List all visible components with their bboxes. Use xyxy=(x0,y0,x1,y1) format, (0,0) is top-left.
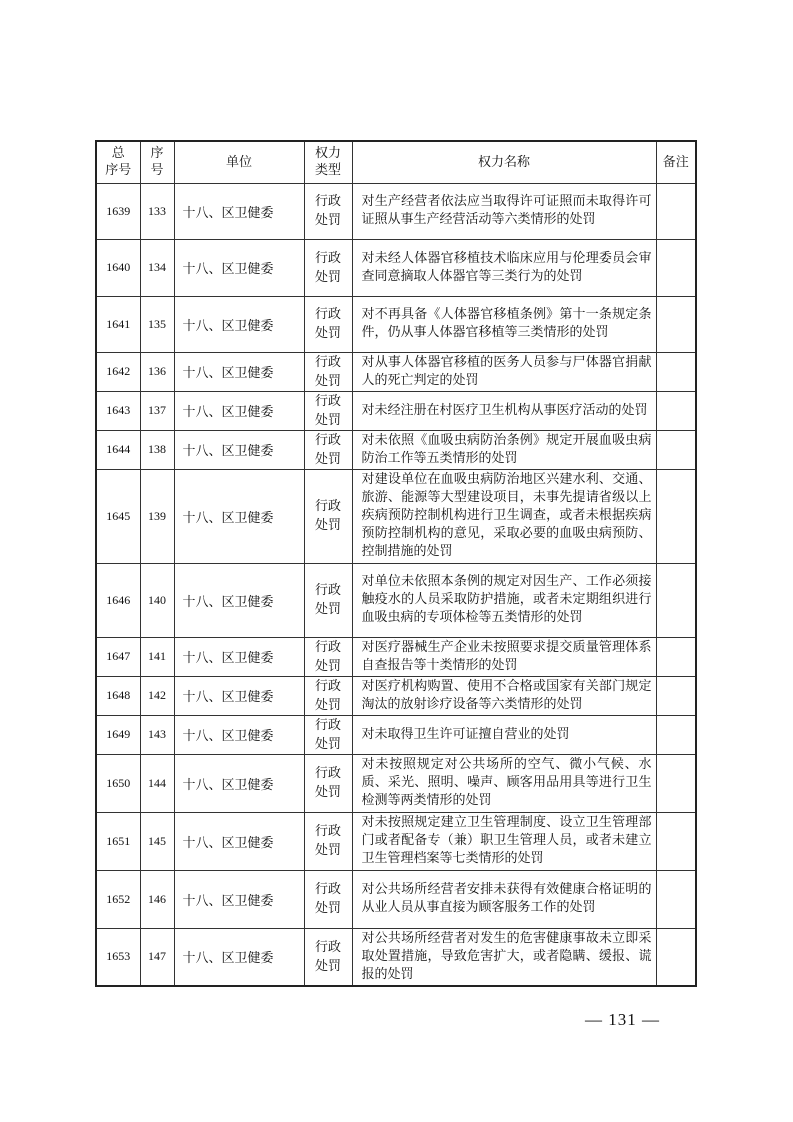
cell-seq-no: 139 xyxy=(140,469,174,563)
cell-seq-no: 134 xyxy=(140,239,174,296)
cell-total-no: 1639 xyxy=(96,183,140,239)
cell-remarks xyxy=(656,469,696,563)
cell-seq-no: 144 xyxy=(140,754,174,812)
cell-unit: 十八、区卫健委 xyxy=(174,812,304,870)
header-unit: 单位 xyxy=(174,141,304,183)
header-remarks: 备注 xyxy=(656,141,696,183)
header-power-name: 权力名称 xyxy=(352,141,656,183)
cell-power-type: 行政 处罚 xyxy=(304,296,352,352)
cell-seq-no: 147 xyxy=(140,928,174,986)
cell-power-name: 对未取得卫生许可证擅自营业的处罚 xyxy=(352,715,656,754)
cell-seq-no: 140 xyxy=(140,563,174,637)
header-power-type: 权力 类型 xyxy=(304,141,352,183)
cell-seq-no: 141 xyxy=(140,637,174,676)
cell-power-name: 对生产经营者依法应当取得许可证照而未取得许可证照从事生产经营活动等六类情形的处罚 xyxy=(352,183,656,239)
cell-remarks xyxy=(656,715,696,754)
cell-total-no: 1651 xyxy=(96,812,140,870)
power-list-table xyxy=(95,140,697,987)
cell-remarks xyxy=(656,637,696,676)
table-row xyxy=(96,469,696,563)
cell-power-type: 行政 处罚 xyxy=(304,183,352,239)
cell-seq-no: 146 xyxy=(140,870,174,928)
cell-remarks xyxy=(656,928,696,986)
cell-seq-no: 143 xyxy=(140,715,174,754)
cell-power-type: 行政 处罚 xyxy=(304,676,352,715)
cell-power-name: 对不再具备《人体器官移植条例》第十一条规定条件，仍从事人体器官移植等三类情形的处罚 xyxy=(352,296,656,352)
cell-power-name: 对从事人体器官移植的医务人员参与尸体器官捐献人的死亡判定的处罚 xyxy=(352,352,656,391)
cell-total-no: 1650 xyxy=(96,754,140,812)
table-row xyxy=(96,812,696,870)
cell-unit: 十八、区卫健委 xyxy=(174,928,304,986)
cell-remarks xyxy=(656,430,696,469)
cell-power-name: 对未按照规定建立卫生管理制度、设立卫生管理部门或者配备专（兼）职卫生管理人员，或者未建立卫生管理档案等七类情形的处罚 xyxy=(352,812,656,870)
cell-unit: 十八、区卫健委 xyxy=(174,183,304,239)
table-row xyxy=(96,928,696,986)
cell-power-name: 对单位未依照本条例的规定对因生产、工作必须接触疫水的人员采取防护措施，或者未定期组织进行血吸虫病的专项体检等五类情形的处罚 xyxy=(352,563,656,637)
table-row xyxy=(96,239,696,296)
cell-unit: 十八、区卫健委 xyxy=(174,870,304,928)
cell-unit: 十八、区卫健委 xyxy=(174,352,304,391)
cell-remarks xyxy=(656,676,696,715)
cell-remarks xyxy=(656,870,696,928)
cell-total-no: 1647 xyxy=(96,637,140,676)
table-row xyxy=(96,870,696,928)
cell-total-no: 1641 xyxy=(96,296,140,352)
table-header-row xyxy=(96,141,696,183)
cell-seq-no: 135 xyxy=(140,296,174,352)
table-row xyxy=(96,296,696,352)
cell-remarks xyxy=(656,391,696,430)
cell-total-no: 1642 xyxy=(96,352,140,391)
header-seq-no: 序 号 xyxy=(140,141,174,183)
cell-seq-no: 142 xyxy=(140,676,174,715)
cell-seq-no: 145 xyxy=(140,812,174,870)
cell-remarks xyxy=(656,563,696,637)
table-row xyxy=(96,183,696,239)
cell-power-type: 行政 处罚 xyxy=(304,563,352,637)
cell-remarks xyxy=(656,183,696,239)
table-row xyxy=(96,676,696,715)
cell-total-no: 1640 xyxy=(96,239,140,296)
table-row xyxy=(96,563,696,637)
table-row xyxy=(96,754,696,812)
cell-remarks xyxy=(656,754,696,812)
table-row xyxy=(96,430,696,469)
cell-power-name: 对公共场所经营者对发生的危害健康事故未立即采取处置措施，导致危害扩大，或者隐瞒、缓报、谎报的处罚 xyxy=(352,928,656,986)
cell-remarks xyxy=(656,812,696,870)
cell-unit: 十八、区卫健委 xyxy=(174,754,304,812)
cell-power-name: 对未经人体器官移植技术临床应用与伦理委员会审查同意摘取人体器官等三类行为的处罚 xyxy=(352,239,656,296)
cell-unit: 十八、区卫健委 xyxy=(174,637,304,676)
cell-unit: 十八、区卫健委 xyxy=(174,296,304,352)
table-row xyxy=(96,352,696,391)
table-row xyxy=(96,391,696,430)
cell-power-type: 行政 处罚 xyxy=(304,637,352,676)
header-total-no: 总 序号 xyxy=(96,141,140,183)
cell-power-type: 行政 处罚 xyxy=(304,239,352,296)
cell-total-no: 1652 xyxy=(96,870,140,928)
cell-power-name: 对建设单位在血吸虫病防治地区兴建水利、交通、旅游、能源等大型建设项目，未事先提请省级以上疾病预防控制机构进行卫生调查，或者未根据疾病预防控制机构的意见，采取必要的血吸虫病预防、控制措施的处罚 xyxy=(352,469,656,563)
cell-power-type: 行政 处罚 xyxy=(304,870,352,928)
cell-power-type: 行政 处罚 xyxy=(304,430,352,469)
table-body xyxy=(96,183,696,986)
cell-power-name: 对医疗器械生产企业未按照要求提交质量管理体系自查报告等十类情形的处罚 xyxy=(352,637,656,676)
page-number: — 131 — xyxy=(585,1010,660,1029)
cell-unit: 十八、区卫健委 xyxy=(174,715,304,754)
cell-power-type: 行政 处罚 xyxy=(304,352,352,391)
cell-unit: 十八、区卫健委 xyxy=(174,430,304,469)
cell-unit: 十八、区卫健委 xyxy=(174,391,304,430)
cell-power-name: 对公共场所经营者安排未获得有效健康合格证明的从业人员从事直接为顾客服务工作的处罚 xyxy=(352,870,656,928)
table-row xyxy=(96,715,696,754)
cell-total-no: 1649 xyxy=(96,715,140,754)
cell-power-type: 行政 处罚 xyxy=(304,391,352,430)
cell-remarks xyxy=(656,352,696,391)
cell-remarks xyxy=(656,239,696,296)
cell-unit: 十八、区卫健委 xyxy=(174,469,304,563)
cell-seq-no: 136 xyxy=(140,352,174,391)
cell-power-type: 行政 处罚 xyxy=(304,928,352,986)
cell-total-no: 1646 xyxy=(96,563,140,637)
cell-seq-no: 137 xyxy=(140,391,174,430)
cell-power-name: 对未经注册在村医疗卫生机构从事医疗活动的处罚 xyxy=(352,391,656,430)
cell-total-no: 1648 xyxy=(96,676,140,715)
cell-power-type: 行政 处罚 xyxy=(304,715,352,754)
cell-total-no: 1643 xyxy=(96,391,140,430)
cell-seq-no: 133 xyxy=(140,183,174,239)
cell-total-no: 1653 xyxy=(96,928,140,986)
cell-remarks xyxy=(656,296,696,352)
cell-power-name: 对医疗机构购置、使用不合格或国家有关部门规定淘汰的放射诊疗设备等六类情形的处罚 xyxy=(352,676,656,715)
cell-total-no: 1644 xyxy=(96,430,140,469)
cell-power-type: 行政 处罚 xyxy=(304,469,352,563)
cell-unit: 十八、区卫健委 xyxy=(174,563,304,637)
cell-power-name: 对未依照《血吸虫病防治条例》规定开展血吸虫病防治工作等五类情形的处罚 xyxy=(352,430,656,469)
cell-total-no: 1645 xyxy=(96,469,140,563)
cell-seq-no: 138 xyxy=(140,430,174,469)
cell-power-name: 对未按照规定对公共场所的空气、微小气候、水质、采光、照明、噪声、顾客用品用具等进行卫生检测等两类情形的处罚 xyxy=(352,754,656,812)
cell-unit: 十八、区卫健委 xyxy=(174,239,304,296)
cell-power-type: 行政 处罚 xyxy=(304,754,352,812)
cell-unit: 十八、区卫健委 xyxy=(174,676,304,715)
table-row xyxy=(96,637,696,676)
cell-power-type: 行政 处罚 xyxy=(304,812,352,870)
